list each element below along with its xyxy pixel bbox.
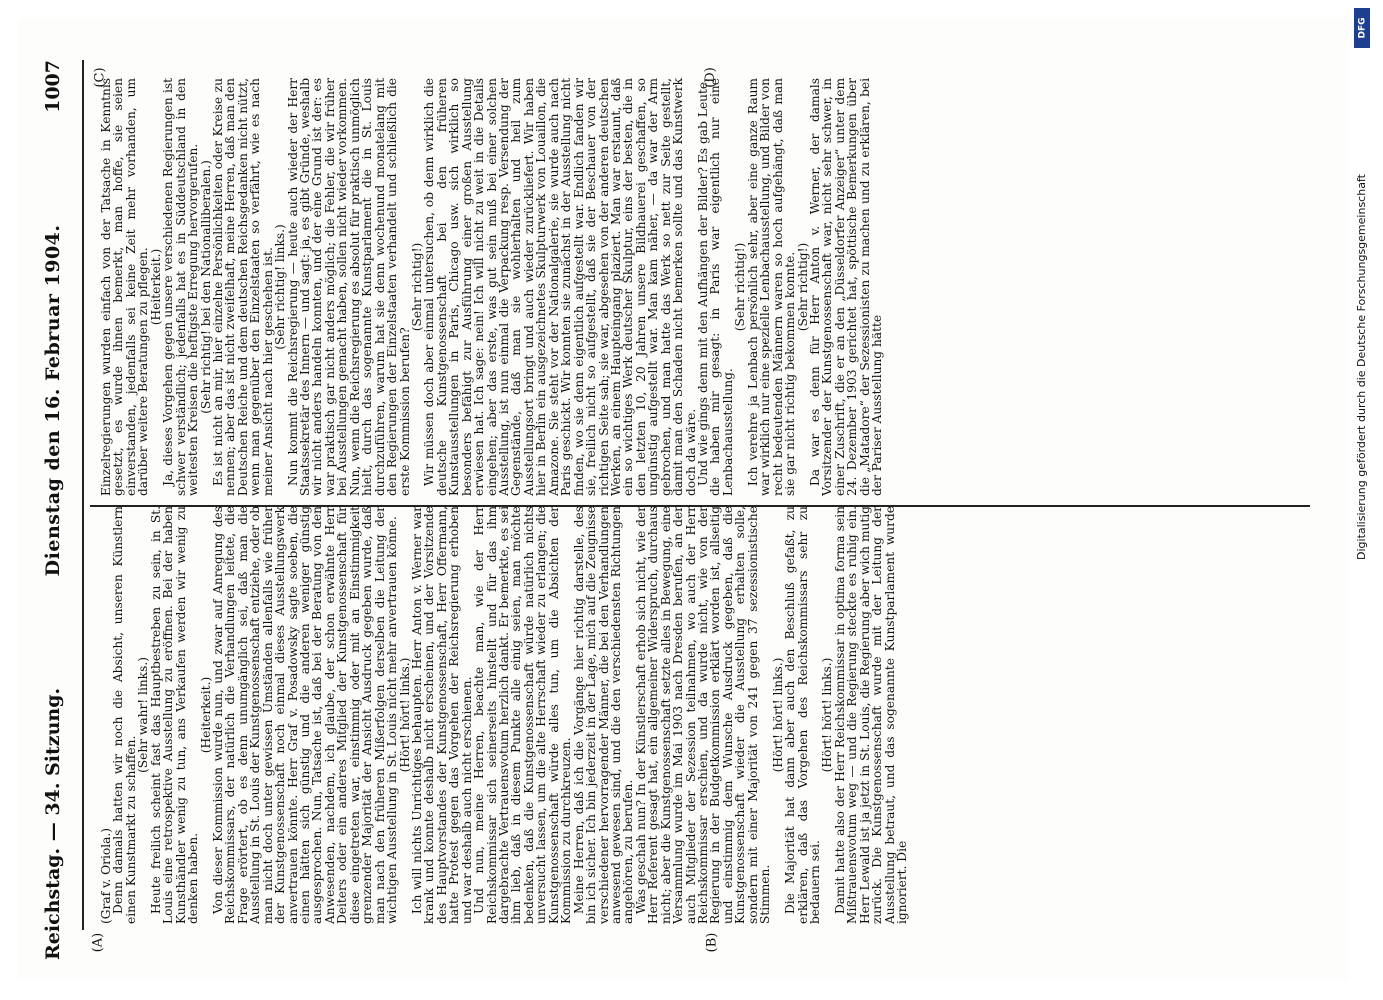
left-par-7: Und nun, meine Herren, beachte man, wie der Herr Reichskommissar sich seinerseits hinstellt und für das ihm dargebrachte Vertrauensvotum herzlich dankt. Er bemerkte, es sei ihm lieb, daß in diesem Punkte alle einig seien, man möchte bedenken, daß die Kunstgenossenschaft würde natürlich nichts unversucht lassen, um die alte Herrschaft wieder zu erlangen; die Kunstgenossenschaft würde alles tun, um die Absichten der Kommission zu durchkreuzen. — [472, 506, 574, 924]
left-par-3: (Heiterkeit.) — [198, 676, 213, 754]
margin-mark-b: (B) — [704, 932, 720, 953]
column-left — [96, 500, 1306, 930]
left-par-5: (Hört! hört! links.) — [397, 657, 412, 773]
left-par-10: (Hört! hört! links.) — [770, 657, 785, 773]
left-par-6: Ich will nichts Unrichtiges behaupten. Herr Anton v. Werner war krank und konnte deshalb nicht erscheinen, und der Vorsitzende des Hauptvorstandes der Kunstgenossenschaft, Herr Offermann, hatte Protest gegen das Vorgehen der Reichsregierung erhoben und war deshalb auch nicht erschienen. — [409, 506, 474, 924]
page-number: 1007 — [42, 60, 64, 113]
margin-mark-d: (D) — [702, 67, 718, 88]
left-par-11: Die Majorität hat dann aber auch den Beschluß gefaßt, zu erklären, daß das Vorgehen des Reichskommissars sehr zu bedauern sei. — [783, 506, 822, 924]
right-par-3: (Sehr richtig! bei den Nationalliberalen.) — [198, 160, 213, 414]
right-par-2: Ja, dieses Vorgehen gegen unsere verschiedenen Regierungen ist schwer verständlich; jedenfalls hat es in Süddeutschland in den weitesten Kreisen die heftigste Erregung hervorgerufen. — [161, 78, 201, 496]
right-par-9: Und wie gings denn mit den Aufhängen der Bilder? Es gab Leute, die haben mir gesagt: in Paris war eigentlich nur eine Lenbachausstellung. — [696, 78, 735, 496]
right-par-10: (Sehr richtig!) — [733, 242, 748, 332]
right-par-0: Einzelregierungen wurden einfach von der Tatsache in Kenntnis gesetzt, es wurde ihnen bemerkt, man hoffe, sie seien einverstanden, jedenfalls sei keine Zeit mehr vorhanden, um darüber weitere Beratungen zu pflegen. — [99, 78, 151, 496]
right-par-8: Wir müssen doch aber einmal untersuchen, ob denn wirklich die deutsche Kunstgenossenschaft bei den früheren Kunstausstellungen in Paris, Chicago usw. sich wirklich so besonders befähigt zur Ausführung einer großen Ausstellung erwiesen hat. Ich sage: nein! Ich will nicht zu weit in die Details eingehen; aber das erste, was gut sein muß bei einer solchen Ausstellung, ist nun einmal die Verpackung resp. Versendung der Gegenstände, daß man sie wohlerhalten und heil zum Ausstellungsort bringt und auch wieder zurückliefert. Wir haben hier in Berlin ein ausgezeichnetes Skulpturwerk von Louaillon, die Amazone. Sie steht vor der Nationalgalerie, sie wurde auch nach Paris geschickt. Wir konnten sie zunächst in der Ausstellung nicht finden, wo sie denn eigentlich aufgestellt war. Endlich fanden wir sie, freilich nicht so aufgestellt, daß sie der Beschauer von der richtigen Seite sah; sie war, abgesehen von der anderen deutschen Werken, an einem Haupteingang plaziert. Man war erstaunt, daß ein so wichtiges Werk deutscher Skulptur, eins der besten, die in den letzten 10, 20 Jahren unsere Bildhauerei geschaffen, so ungünstig aufgestellt war. Man kam näher, — da war der Arm gebrochen, und man hatte das Werk so nett zur Seite gestellt, damit man den Schaden nicht bemerken sollte und das Kunstwerk doch da wäre. — [422, 78, 698, 496]
left-par-1: (Sehr wahr! links.) — [136, 657, 151, 773]
right-par-6: Nun kommt die Reichsregierung — heute auch wieder der Herr Staatssekretär des Innern — und sagt: ja, es gibt Gründe, weshalb wir nicht anders handeln konnten, und der eine Grund ist der: es war praktisch gar nicht anders möglich; die Fehler, die wir früher bei Ausstellungen gemacht haben, sollen nicht wieder vorkommen. Nun, wenn die Reichsregierung es absolut für praktisch unmöglich hielt, durch das sogenannte Kunstparlament die in St. Louis durchzuführen, warum hat sie denn wochenund monatelang mit den Regierungen der Einzelstaaten verhandelt und schließlich die erste Kommission berufen? — [285, 78, 412, 496]
margin-mark-a: (A) — [90, 932, 106, 953]
left-par-0: Denn damals hatten wir noch die Absicht, unseren Künstlern einen Kunstmarkt zu schaffen. — [111, 506, 138, 924]
header-left: Reichstag. — 34. Sitzung. — [42, 687, 64, 960]
speaker-tag: (Graf v. Oriola.) — [99, 828, 113, 924]
right-par-4: Es ist nicht an mir, hier einzelne Persönlichkeiten oder Kreise zu nennen; aber das ist nicht zweifelhaft, meine Herren, daß man den Deutschen Reiche und dem deutschen Reichsgedanken nicht nützt, wenn man gegenüber den Einzelstaaten so verfährt, wie es nach meiner Ansicht nach hier geschehen ist. — [210, 78, 275, 496]
left-par-9: Was geschah nun? In der Künstlerschaft erhob sich nicht, wie der Herr Referent gesagt hat, ein allgemeiner Widerspruch, durchaus nicht; aber die Kunstgenossenschaft setzte alles in Bewegung, eine Versammlung wurde im Mai 1903 nach Dresden berufen, an der auch Mitglieder der Sezession teilnahmen, wo auch der Herr Reichskommissar erschien, und da wurde nicht, wie von der Regierung in der Budgetkommission erklärt worden ist, allseitig und einstimmig dem Wunsche Ausdruck gegeben, daß die Kunstgenossenschaft wieder die Ausstellung erhalten solle, sondern mit einer Majorität von 241 gegen 37 sezessionistische Stimmen. — [633, 506, 773, 924]
right-par-1: (Heiterkeit.) — [148, 248, 163, 326]
column-right — [96, 72, 1306, 502]
running-header — [38, 60, 68, 960]
header-rule — [82, 60, 84, 930]
digitization-credit: Digitalisierung gefördert durch die Deutsche Forschungsgemeinschaft — [1355, 174, 1368, 560]
right-par-12: (Sehr richtig!) — [795, 242, 810, 332]
left-par-2: Heute freilich scheint fast das Hauptbestreben zu sein, in St. Louis eine retrospektive Ausstellung zu eröffnen. Bei der haben Kunsthändler wenig zu tun, ans Verkaufen werden wir wenig zu denken haben. — [148, 506, 201, 924]
left-par-13: Damit hatte also der Herr Reichskommissar in optima forma sein Mißtrauensvotum weg — und die Regierung steckte es ruhig ein. Herr Lewald ist ja jetzt in St. Louis, die Regierung aber wich mutig zurück. Die Kunstgenossenschaft wurde mit der Leitung der Ausstellung betraut, und das sogenannte Kunstparlament wurde ignoriert. Die — [832, 506, 909, 924]
right-par-13: Da war es denn für Herr Anton v. Werner, der damals Vorsitzender der Kunstgenossenschaft war, nicht sehr schwer, in einer Zuschrift, die er an den „Düsseldorfer Anzeiger“ unter dem 24. Dezember 1903 gerichtet hat, spöttische Bemerkungen über die „Matadore“ der Sezessionisten zu machen und zu erklären, bei der Pariser Ausstellung hätte — [807, 78, 885, 496]
right-par-11: Ich verehre ja Lenbach persönlich sehr, aber eine ganze Raum war wirklich nur eine spezielle Lenbachausstellung, und Bilder von recht bedeutenden Männern waren so hoch aufgehängt, daß man sie gar nicht richtig bekommen konnte. — [745, 78, 798, 496]
left-par-12: (Hört! hört! links.) — [820, 657, 835, 773]
left-par-8: Meine Herren, daß ich die Vorgänge hier richtig darstelle, des bin ich sicher. Ich bin jederzeit in der Lage, mich auf die Zeugnisse verschiedener hervorragender Männer, die bei den Verhandlungen anwesend gewesen sind, und die den verschiedensten Richtungen angehören, zu berufen. — [571, 506, 636, 924]
margin-mark-c: (C) — [92, 67, 108, 88]
left-par-4: Von dieser Kommission wurde nun, und zwar auf Anregung des Reichskommissars, der natürlich die Verhandlungen leitete, die Frage erörtert, ob es denn unumgänglich sei, daß man die Ausstellung in St. Louis der Kunstgenossenschaft entziehe, oder ob man nicht doch unter gewissen Umständen allenfalls wie früher der Kunstgenossenschaft noch einmal dieses Ausstellungswerk anvertrauen könnte. Herr Graf v. Posadowsky sagte soeben, die einen hätten sich günstig und die anderen weniger günstig ausgesprochen. Nun, Tatsache ist, daß bei der Beratung von den Anwesenden, nachdem, ich glaube, der schon erwähnte Herr Deiters oder ein anderes Mitglied der Kunstgenossenschaft für diese eingetreten war, einstimmig oder mit an Einstimmigkeit grenzender Majorität der Ansicht Ausdruck gegeben wurde, daß man nach den früheren Mißerfolgen derselben die Leitung der wichtigen Ausstellung in St. Louis nicht mehr anvertrauen könne. — [210, 506, 400, 924]
dfg-logo: DFG — [1354, 8, 1370, 48]
header-center: Dienstag den 16. Februar 1904. — [42, 224, 64, 577]
right-par-5: (Sehr richtig! links.) — [273, 224, 288, 350]
right-par-7: (Sehr richtig!) — [409, 242, 424, 332]
